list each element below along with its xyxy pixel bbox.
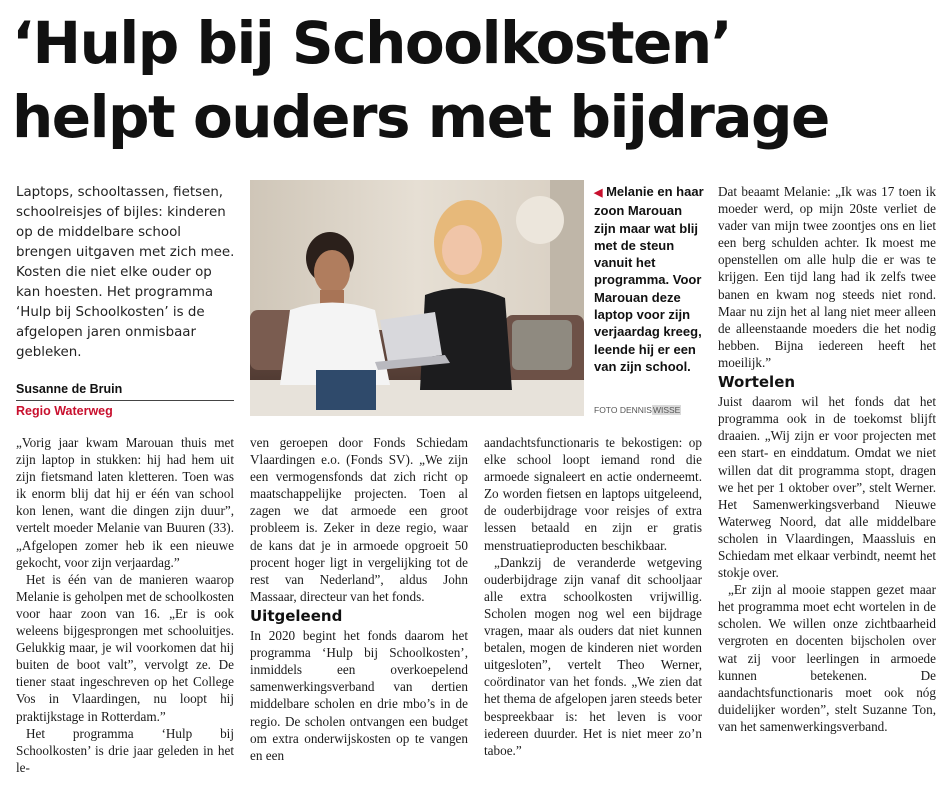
photo-caption [594,183,704,375]
body-paragraph: Het programma ‘Hulp bij Schoolkosten’ is drie jaar geleden in het le- [16,725,234,775]
body-paragraph: ven geroepen door Fonds Schiedam Vlaardingen e.o. (Fonds SV). „We zijn een vermogensfonds dat zich richt op maatschappelijke projecten. Toen al zagen we dat armoede een groot probleem is. Zeker in deze regio, waar de kans dat je in armoede opgroeit 50 procent hoger ligt in vergelijking tot de rest van Nederland”, aldus John Massaar, directeur van het fonds. [250,435,468,604]
headline-line-2: helpt ouders met bijdrage [12,83,829,151]
body-paragraph: In 2020 begint het fonds daarom het programma ‘Hulp bij Schoolkosten’, inmiddels een overkoepelend samenwerkingsverband van dertien middelbare scholen en drie mbo’s in de regio. De scholen ontvangen een budget om extra onderwijskosten op te vangen en een [250,628,468,763]
author-byline: Susanne de Bruin [16,382,123,396]
article-column-4 [718,183,936,735]
article-column-3 [484,434,702,759]
caption-marker-icon: ◀ [594,187,603,199]
photo-credit-name: WISSE [652,405,681,415]
article-column-2 [250,434,468,764]
byline-organization: Regio Waterweg [16,404,113,418]
body-paragraph: aandachtsfunctionaris te bekostigen: op elke school loopt iemand rond die armoede signaleert en actie onderneemt. Zo worden fietsen en laptops uitgeleend, de ouderbijdrage voor reisjes of extra lessen betaald en zijn er gratis menstruatieproducten beschikbaar. [484,435,702,553]
body-paragraph: Juist daarom wil het fonds dat het programma ook in de toekomst blijft draaien. „Wij zijn er voor projecten met een start- en einddatum. Omdat we niet willen dat dit programma stopt, dragen we het per 1 oktober over”, stelt Werner. Het Samenwerkingsverband Nieuwe Waterweg Noord, dat alle middelbare scholen in Vlaardingen, Maassluis en Schiedam met elkaar verbindt, neemt het stokje over. [718,394,936,581]
article-column-1 [16,434,234,776]
body-paragraph: „Vorig jaar kwam Marouan thuis met zijn laptop in stukken: hij had hem uit zijn fietsmand laten kletteren. Toen was ik enorm blij dat hij er één van school kon lenen, want die dingen zijn duur”, vertelt moeder Melanie van Buuren (33). „Afgelopen zomer heb ik een nieuwe gekocht, voor zijn verjaardag.” [16,435,234,570]
subheading-uitgeleend: Uitgeleend [250,606,343,625]
photo-credit [594,405,681,415]
headline-line-1: ‘Hulp bij Schoolkosten’ [12,9,732,77]
intro-paragraph: Laptops, schooltassen, fietsen, schoolreisjes of bijles: kinderen op de middelbare school brengen uitgaven met zich mee. Kosten die niet elke ouder op kan hoesten. Het programma ‘Hulp bij Schoolkosten’ is de afgelopen jaren onmisbaar gebleken. [16,185,235,360]
body-paragraph: Dat beaamt Melanie: „Ik was 17 toen ik moeder werd, op mijn 20ste verliet de vader van mijn twee zoontjes ons en liet een berg schulden achter. Ik moest me openstellen om alle hulp die er was te krijgen. Een tijd lang had ik zelfs twee banen en kwam nog steeds niet rond. Maar nu zijn het al lang niet meer alleen de alleenstaande moeders die het nodig hebben. Bijna iedereen heeft het moeilijk.” [718,184,936,370]
photo-credit-label: FOTO DENNIS [594,405,652,415]
article-photo [250,180,584,416]
photo-illustration [250,180,584,416]
byline-divider [16,400,234,401]
body-paragraph: „Dankzij de veranderde wetgeving ouderbijdrage zijn vanaf dit schooljaar alle extra schoolkosten vrijwillig. Scholen mogen nog wel een bijdrage vragen, maar als ouders dat niet kunnen betalen, mogen de kinderen niet worden uitgesloten”, vertelt Theo Werner, coördinator van het fonds. „We zien dat het thema de afgelopen jaren steeds beter bespreekbaar is: het leven is voor iedereen duurder. Het is niet meer zo’n taboe.” [484,554,702,758]
body-paragraph: Het is één van de manieren waarop Melanie is geholpen met de schoolkosten voor haar zoon van 16. „Er is ook weleens bijgesprongen met schooluitjes. Gelukkig maar, je wil voorkomen dat hij buiten de boot valt”, vervolgt ze. De tiener staat ingeschreven op het College Vos in Vlaardingen, nu loopt hij praktijkstage in Rotterdam.” [16,571,234,724]
photo-caption-text: Melanie en haar zoon Marouan zijn maar wat blij met de steun vanuit het programma. Voor Marouan deze laptop voor zijn verjaardag kreeg, leende hij er een van zijn school. [594,184,704,374]
subheading-wortelen: Wortelen [718,373,796,392]
body-paragraph: „Er zijn al mooie stappen gezet maar het programma moet echt wortelen in de scholen. We willen onze zichtbaarheid vergroten en docenten bijscholen over wat zij voor leerlingen in armoede kunnen betekenen. De aandachtsfunctionaris moet ook nóg duidelijker worden”, stelt Suzanne Ton, van het samenwerkingsverband. [718,582,936,734]
